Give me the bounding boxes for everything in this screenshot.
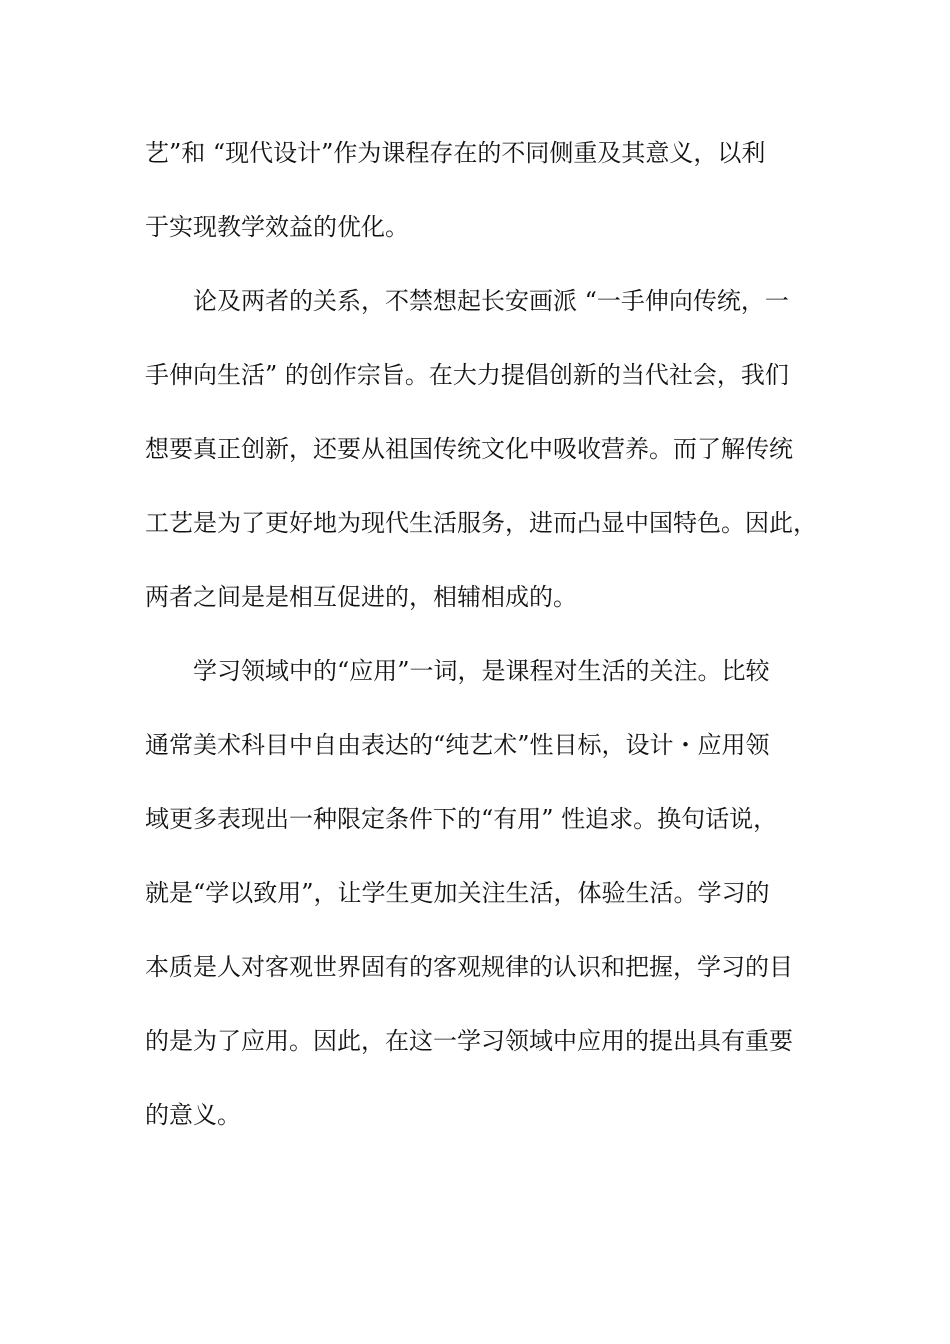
text-line: 通常美术科目中自由表达的“纯艺术”性目标，设计・应用领	[145, 731, 770, 759]
text-line: 工艺是为了更好地为现代生活服务，进而凸显中国特色。因此，	[145, 509, 817, 537]
text-line: 域更多表现出一种限定条件下的“有用” 性追求。换句话说，	[145, 805, 778, 833]
text-line: 就是“学以致用”，让学生更加关注生活，体验生活。学习的	[145, 879, 770, 907]
paragraph-first-line: 论及两者的关系，不禁想起长安画派 “一手伸向传统，一	[193, 287, 789, 315]
text-line: 的是为了应用。因此，在这一学习领域中应用的提出具有重要	[145, 1027, 793, 1055]
text-line: 于实现教学效益的优化。	[145, 213, 409, 241]
text-line: 手伸向生活” 的创作宗旨。在大力提倡创新的当代社会，我们	[145, 361, 789, 389]
paragraph-first-line: 学习领域中的“应用”一词，是课程对生活的关注。比较	[193, 657, 770, 685]
text-line: 想要真正创新，还要从祖国传统文化中吸收营养。而了解传统	[145, 435, 793, 463]
text-line: 艺”和 “现代设计”作为课程存在的不同侧重及其意义，以利	[145, 139, 766, 167]
text-line: 两者之间是是相互促进的，相辅相成的。	[145, 583, 577, 611]
text-line: 本质是人对客观世界固有的客观规律的认识和把握，学习的目	[145, 953, 793, 981]
text-line: 的意义。	[145, 1101, 241, 1129]
